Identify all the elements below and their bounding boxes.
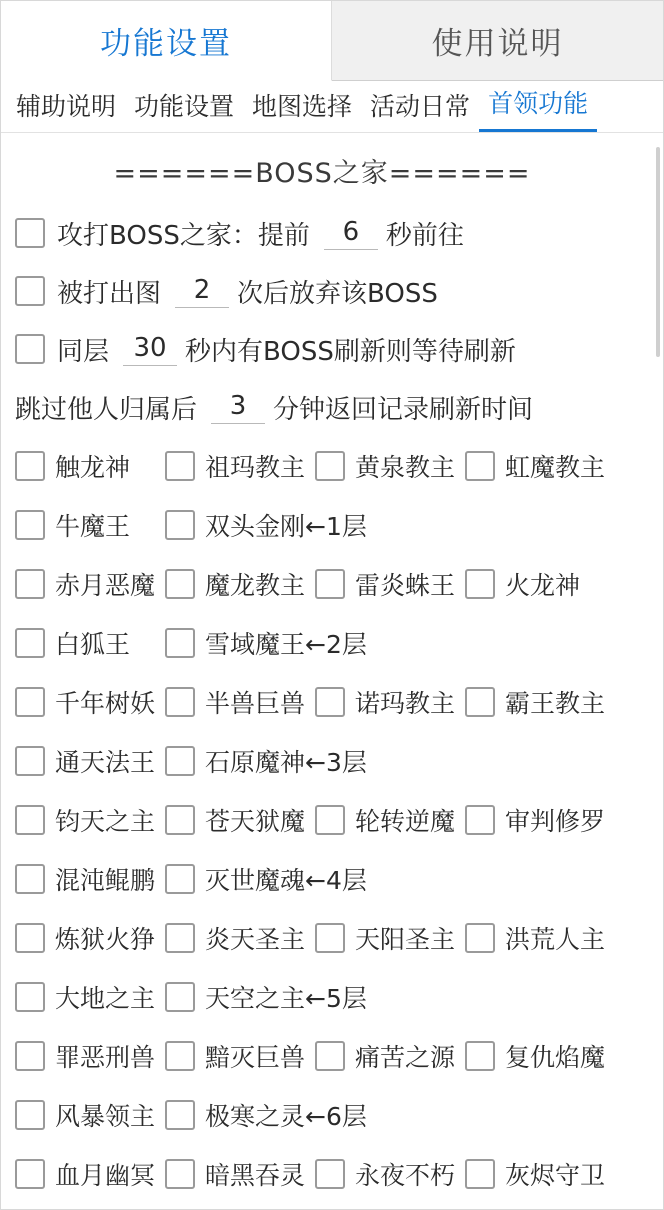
boss-name: 通天法王: [55, 747, 156, 777]
boss-name: 钧天之主: [55, 806, 156, 836]
boss-row: [1, 1144, 663, 1199]
boss-item[interactable]: [15, 566, 165, 602]
option-label-attack-boss-home-post: 秒前往: [385, 220, 464, 251]
boss-item[interactable]: [15, 625, 165, 661]
boss-name: 天空之主←5层: [205, 983, 367, 1013]
option-label-knocked-out-pre: 被打出图: [57, 278, 162, 309]
boss-name: 大地之主: [55, 983, 156, 1013]
boss-item[interactable]: [15, 802, 165, 838]
checkbox-boss[interactable]: [465, 923, 495, 953]
boss-name: 诺玛教主: [355, 688, 456, 718]
tab-function-settings[interactable]: [1, 1, 332, 81]
boss-item[interactable]: [15, 1156, 165, 1192]
checkbox-boss[interactable]: [315, 923, 345, 953]
input-same-floor-seconds[interactable]: 30: [123, 333, 177, 366]
checkbox-same-floor-refresh[interactable]: [15, 334, 45, 364]
boss-name: 雪域魔王←2层: [205, 629, 367, 659]
boss-row: [1, 908, 663, 967]
checkbox-boss[interactable]: [15, 569, 45, 599]
option-label-same-floor-post: 秒内有BOSS刷新则等待刷新: [185, 336, 516, 367]
checkbox-boss[interactable]: [465, 1159, 495, 1189]
checkbox-boss[interactable]: [165, 982, 195, 1012]
boss-name: 半兽巨兽: [205, 688, 306, 718]
boss-row: [1, 1026, 663, 1085]
boss-name: 双头金刚←1层: [205, 511, 367, 541]
boss-name: 灰烬守卫: [505, 1160, 606, 1190]
option-row-knocked-out: [1, 262, 663, 320]
checkbox-boss[interactable]: [15, 982, 45, 1012]
checkbox-boss[interactable]: [315, 569, 345, 599]
boss-name: 牛魔王: [55, 511, 131, 541]
subtab-map-select-label: 地图选择: [252, 92, 353, 121]
subtab-boss-function[interactable]: [479, 80, 597, 132]
input-skip-owner-minutes[interactable]: 3: [211, 391, 265, 424]
checkbox-boss[interactable]: [315, 805, 345, 835]
boss-item[interactable]: [165, 920, 315, 956]
option-label-attack-boss-home-pre: 攻打BOSS之家：提前: [57, 220, 310, 251]
checkbox-boss[interactable]: [165, 1159, 195, 1189]
boss-row: [1, 1085, 663, 1144]
boss-item[interactable]: [15, 979, 165, 1015]
boss-item[interactable]: [15, 861, 165, 897]
sub-tab-bar: [1, 81, 663, 133]
subtab-function-settings[interactable]: [125, 83, 243, 132]
boss-item[interactable]: [465, 1038, 605, 1074]
boss-item[interactable]: [15, 507, 165, 543]
boss-row: [1, 613, 663, 672]
boss-item[interactable]: [165, 1038, 315, 1074]
boss-name: 罪恶刑兽: [55, 1042, 156, 1072]
boss-name: 痛苦之源: [355, 1042, 456, 1072]
boss-item[interactable]: [465, 1156, 605, 1192]
boss-row: [1, 436, 663, 495]
checkbox-boss[interactable]: [15, 1041, 45, 1071]
boss-name: 石原魔神←3层: [205, 747, 367, 777]
boss-name: 雷炎蛛王: [355, 570, 456, 600]
checkbox-boss[interactable]: [465, 451, 495, 481]
boss-item[interactable]: [465, 684, 605, 720]
checkbox-boss[interactable]: [315, 451, 345, 481]
boss-name: 轮转逆魔: [355, 806, 456, 836]
boss-item[interactable]: [15, 1097, 165, 1133]
boss-name: 混沌鲲鹏: [55, 865, 156, 895]
checkbox-boss[interactable]: [15, 628, 45, 658]
checkbox-boss[interactable]: [165, 923, 195, 953]
boss-name: 血月幽冥: [55, 1160, 156, 1190]
input-attack-boss-home-seconds[interactable]: 6: [324, 217, 378, 250]
checkbox-boss[interactable]: [165, 510, 195, 540]
boss-name: 洪荒人主: [505, 924, 606, 954]
content-area: [1, 133, 663, 1199]
checkbox-boss[interactable]: [315, 1041, 345, 1071]
boss-row: [1, 672, 663, 731]
checkbox-boss[interactable]: [465, 805, 495, 835]
boss-name: 天阳圣主: [355, 924, 456, 954]
boss-item[interactable]: [465, 802, 605, 838]
boss-name: 苍天狱魔: [205, 806, 306, 836]
checkbox-boss[interactable]: [15, 687, 45, 717]
checkbox-boss[interactable]: [15, 451, 45, 481]
boss-item[interactable]: [165, 861, 367, 897]
boss-name: 千年树妖: [55, 688, 156, 718]
option-label-same-floor-pre: 同层: [57, 336, 110, 367]
tab-usage-instructions[interactable]: [332, 1, 663, 81]
option-row-attack-boss-home: [1, 204, 663, 262]
boss-name: 黄泉教主: [355, 452, 456, 482]
option-label-skip-owner-post: 分钟返回记录刷新时间: [273, 394, 534, 425]
checkbox-boss[interactable]: [465, 687, 495, 717]
boss-name: 黯灭巨兽: [205, 1042, 306, 1072]
input-knocked-out-times[interactable]: 2: [175, 275, 229, 308]
subtab-daily-activity[interactable]: [361, 83, 479, 132]
boss-name: 炼狱火狰: [55, 924, 156, 954]
boss-name: 灭世魔魂←4层: [205, 865, 367, 895]
boss-name: 审判修罗: [505, 806, 606, 836]
option-label-knocked-out-post: 次后放弃该BOSS: [237, 278, 438, 309]
boss-name: 霸王教主: [505, 688, 606, 718]
boss-row: [1, 967, 663, 1026]
checkbox-boss[interactable]: [315, 687, 345, 717]
subtab-boss-function-label: 首领功能: [488, 89, 589, 118]
boss-name: 火龙神: [505, 570, 581, 600]
boss-item[interactable]: [165, 625, 367, 661]
checkbox-boss[interactable]: [165, 1041, 195, 1071]
boss-item[interactable]: [165, 448, 315, 484]
boss-item[interactable]: [165, 979, 367, 1015]
boss-name: 触龙神: [55, 452, 131, 482]
subtab-function-settings-label: 功能设置: [134, 92, 235, 121]
boss-row: [1, 849, 663, 908]
boss-item[interactable]: [465, 920, 605, 956]
boss-item[interactable]: [15, 920, 165, 956]
boss-name: 魔龙教主: [205, 570, 306, 600]
boss-item[interactable]: [15, 448, 165, 484]
option-row-same-floor-refresh: [1, 320, 663, 378]
boss-item[interactable]: [465, 448, 605, 484]
boss-item[interactable]: [15, 1038, 165, 1074]
boss-row: [1, 731, 663, 790]
boss-row: [1, 495, 663, 554]
checkbox-boss[interactable]: [165, 451, 195, 481]
boss-name: 赤月恶魔: [55, 570, 156, 600]
checkbox-boss[interactable]: [165, 864, 195, 894]
checkbox-boss[interactable]: [165, 805, 195, 835]
boss-item[interactable]: [315, 448, 465, 484]
boss-name: 虹魔教主: [505, 452, 606, 482]
boss-row: [1, 554, 663, 613]
subtab-help[interactable]: [7, 83, 125, 132]
checkbox-knocked-out[interactable]: [15, 276, 45, 306]
boss-item[interactable]: [315, 684, 465, 720]
boss-item[interactable]: [15, 684, 165, 720]
checkbox-boss[interactable]: [15, 1100, 45, 1130]
option-label-skip-owner-pre: 跳过他人归属后: [15, 394, 198, 425]
top-tab-bar: [1, 1, 663, 81]
checkbox-boss[interactable]: [165, 687, 195, 717]
checkbox-boss[interactable]: [165, 628, 195, 658]
subtab-map-select[interactable]: [243, 83, 361, 132]
boss-name: 炎天圣主: [205, 924, 306, 954]
checkbox-boss[interactable]: [15, 746, 45, 776]
boss-name: 极寒之灵←6层: [205, 1101, 367, 1131]
section-title: ======BOSS之家======: [113, 158, 531, 189]
checkbox-boss[interactable]: [15, 864, 45, 894]
boss-item[interactable]: [315, 802, 465, 838]
boss-item[interactable]: [165, 802, 315, 838]
boss-item[interactable]: [465, 566, 580, 602]
checkbox-boss[interactable]: [465, 569, 495, 599]
checkbox-boss[interactable]: [15, 1159, 45, 1189]
boss-item[interactable]: [315, 566, 465, 602]
boss-name: 暗黑吞灵: [205, 1160, 306, 1190]
checkbox-boss[interactable]: [15, 510, 45, 540]
checkbox-boss[interactable]: [165, 746, 195, 776]
boss-name: 祖玛教主: [205, 452, 306, 482]
checkbox-boss[interactable]: [165, 1100, 195, 1130]
checkbox-boss[interactable]: [465, 1041, 495, 1071]
boss-name: 白狐王: [55, 629, 131, 659]
boss-item[interactable]: [15, 743, 165, 779]
boss-item[interactable]: [315, 1038, 465, 1074]
tab-usage-instructions-label: 使用说明: [431, 26, 564, 62]
boss-name: 复仇焰魔: [505, 1042, 606, 1072]
checkbox-boss[interactable]: [15, 805, 45, 835]
subtab-daily-activity-label: 活动日常: [370, 92, 471, 121]
boss-name: 风暴领主: [55, 1101, 156, 1131]
tab-function-settings-label: 功能设置: [100, 26, 232, 62]
boss-item[interactable]: [165, 566, 315, 602]
subtab-help-label: 辅助说明: [16, 92, 117, 121]
boss-item[interactable]: [165, 507, 367, 543]
boss-row: [1, 790, 663, 849]
boss-item[interactable]: [165, 1097, 367, 1133]
vertical-scrollbar[interactable]: [656, 147, 660, 357]
checkbox-boss[interactable]: [165, 569, 195, 599]
boss-item[interactable]: [165, 684, 315, 720]
boss-item[interactable]: [315, 1156, 465, 1192]
option-row-skip-owner: [1, 378, 663, 436]
checkbox-boss[interactable]: [15, 923, 45, 953]
boss-name: 永夜不朽: [355, 1160, 456, 1190]
boss-item[interactable]: [165, 1156, 315, 1192]
boss-item[interactable]: [315, 920, 465, 956]
checkbox-boss[interactable]: [315, 1159, 345, 1189]
boss-item[interactable]: [165, 743, 367, 779]
checkbox-attack-boss-home[interactable]: [15, 218, 45, 248]
